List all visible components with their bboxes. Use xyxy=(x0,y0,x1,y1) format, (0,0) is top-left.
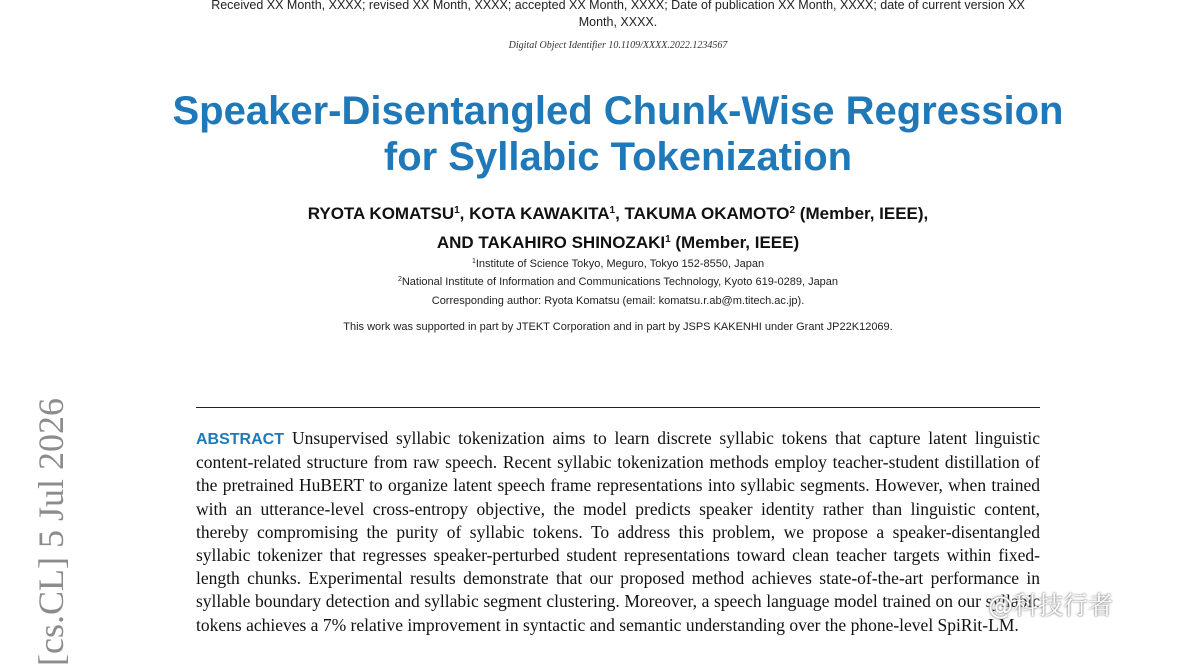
author-list: RYOTA KOMATSU$^1$, KOTA KAWAKITA$^1$, TAKUMA OKAMOTO$^2$ (Member, IEEE), AND TAKAHIRO SHINOZAKI$^1$ (Member, IEEE) xyxy=(307,204,929,252)
affiliation-mark: 2 xyxy=(397,276,402,283)
doi: Digital Object Identifier 10.1109/XXXX.2022.1234567 xyxy=(508,40,728,51)
author-affil-mark: 1 xyxy=(609,205,616,216)
abstract xyxy=(196,427,1040,637)
author-affil-mark: 2 xyxy=(789,205,796,216)
corresponding-author: Corresponding author: Ryota Komatsu (email: komatsu.r.ab@m.titech.ac.jp). xyxy=(431,295,805,307)
abstract-text: Unsupervised syllabic tokenization aims to learn discrete syllabic tokens that capture latent linguistic content-related structure from raw speech. Recent syllabic tokenization methods employ teacher-student distillation of the pretrained HuBERT to organize latent speech frame representations into syllabic segments. However, when trained with an utterance-level cross-entropy objective, the model predicts speaker identity rather than linguistic content, thereby compromising the purity of syllabic tokens. To address this problem, we propose a speaker-disentangled syllabic tokenizer that regresses speaker-perturbed student representations toward clean teacher targets within fixed-length chunks. Experimental results demonstrate that our proposed method achieves state-of-the-art performance in syllable boundary detection and syllabic segment clustering. Moreover, a speech language model trained on our syllabic tokens achieves a 7% relative improvement in syntactic and semantic understanding over the phone-level SpiRit-LM. xyxy=(196,428,1040,635)
received-dates: Received XX Month, XXXX; revised XX Month, XXXX; accepted XX Month, XXXX; Date of publication XX Month, XXXX; date of current version XX Month, XXXX. xyxy=(211,0,1025,29)
abstract-label: ABSTRACT xyxy=(196,431,284,448)
affiliation-text: National Institute of Information and Communications Technology, Kyoto 619-0289, Japan xyxy=(401,276,839,288)
author-affil-mark: 1 xyxy=(454,205,460,216)
affiliations xyxy=(200,254,1036,290)
affiliation-mark: 1 xyxy=(471,258,476,265)
abstract-divider xyxy=(196,407,1040,408)
author-name: TAKUMA OKAMOTO xyxy=(624,204,790,223)
arxiv-stamp: [cs.CL] 5 Jul 2026 xyxy=(31,398,71,666)
author-name: KOTA KAWAKITA xyxy=(469,204,610,223)
author-affil-mark: 1 xyxy=(665,234,671,245)
paper-title: Speaker-Disentangled Chunk-Wise Regression for Syllabic Tokenization xyxy=(172,89,1064,179)
affiliation-text: Institute of Science Tokyo, Meguro, Tokyo 152-8550, Japan xyxy=(475,258,765,270)
author-role: (Member, IEEE) xyxy=(670,233,800,252)
author-name: AND TAKAHIRO SHINOZAKI xyxy=(436,233,666,252)
affiliation-line xyxy=(200,272,1036,290)
affiliation-line xyxy=(200,254,1036,272)
author-name: RYOTA KOMATSU xyxy=(307,204,455,223)
watermark: @科技行者 xyxy=(988,591,1114,620)
funding-note: This work was supported in part by JTEKT Corporation and in part by JSPS KAKENHI under Grant JP22K12069. xyxy=(343,321,893,333)
author-role: (Member, IEEE), xyxy=(795,204,929,223)
